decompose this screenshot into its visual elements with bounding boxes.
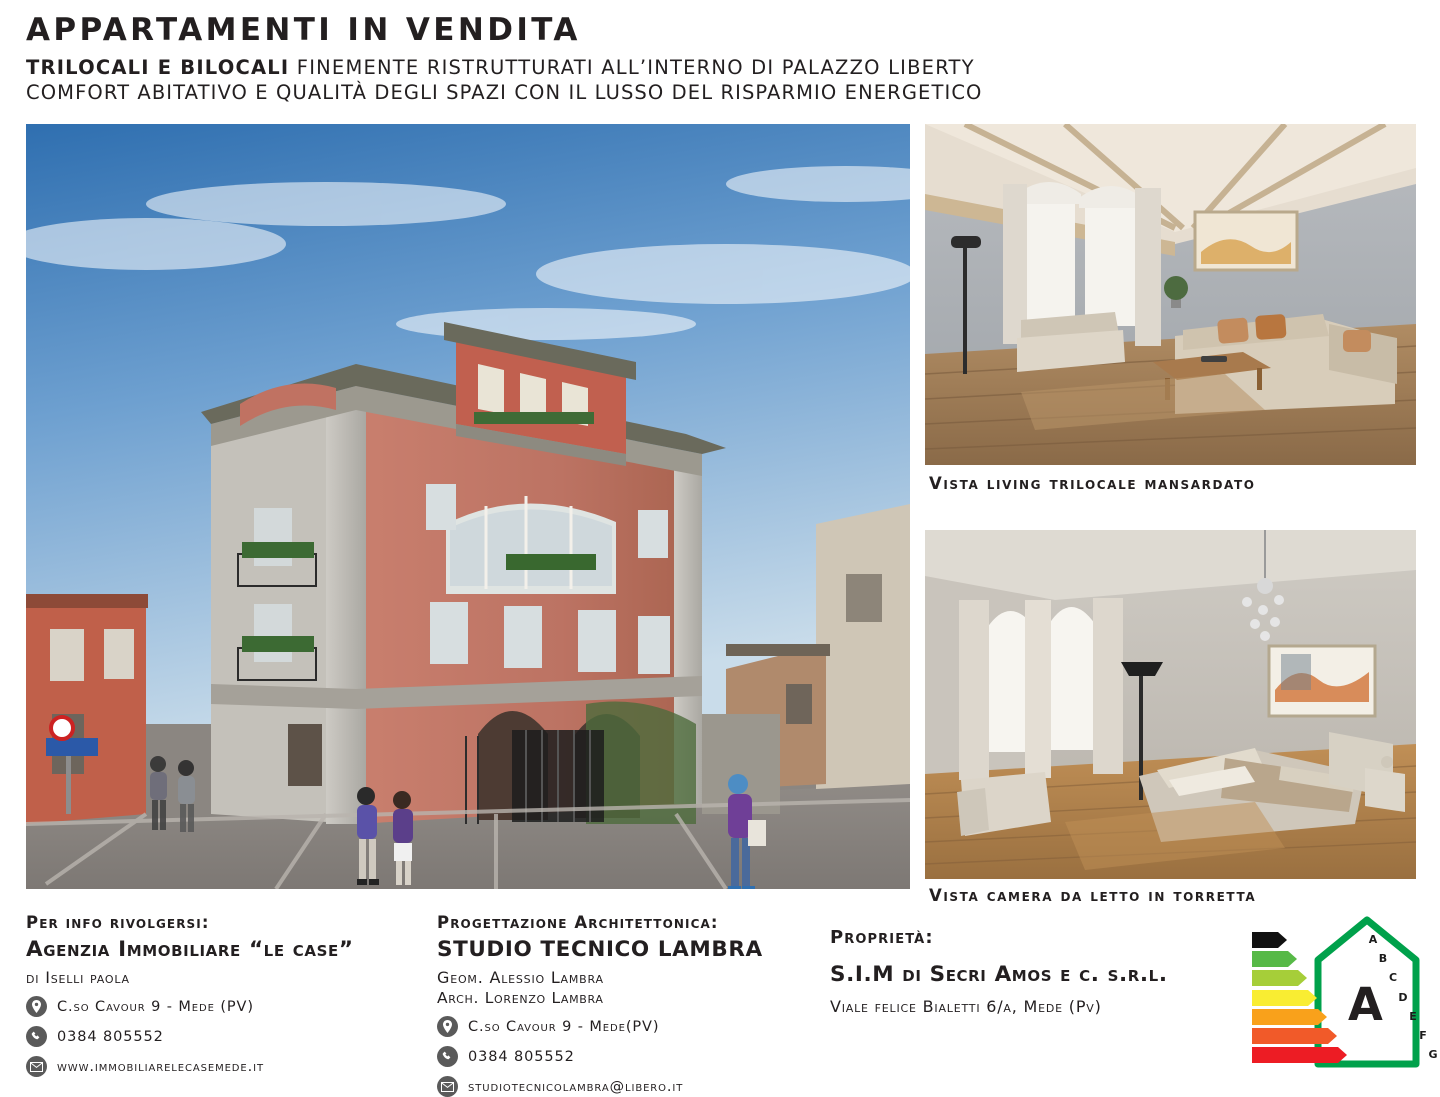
energy-bar-label: E bbox=[1409, 1009, 1417, 1023]
energy-class-label bbox=[1252, 916, 1438, 1068]
agency-label: Per info rivolgersi: bbox=[26, 913, 210, 932]
energy-bar-label: D bbox=[1398, 990, 1408, 1004]
studio-name: STUDIO TECNICO LAMBRA bbox=[437, 937, 763, 962]
phone-icon bbox=[437, 1046, 458, 1067]
agency-web-row bbox=[26, 1056, 406, 1077]
studio-email[interactable]: studiotecnicolambra@libero.it bbox=[468, 1078, 684, 1095]
agency-owner: di Iselli paola bbox=[26, 968, 130, 987]
energy-bar-d bbox=[1252, 990, 1408, 1006]
energy-bar-f bbox=[1252, 1028, 1427, 1044]
envelope-icon bbox=[26, 1056, 47, 1077]
exterior-render-image bbox=[26, 124, 910, 889]
energy-bar-a bbox=[1252, 932, 1378, 948]
owner-address: Viale felice Bialetti 6/a, Mede (Pv) bbox=[830, 997, 1102, 1016]
phone-icon bbox=[26, 1026, 47, 1047]
envelope-icon bbox=[437, 1076, 458, 1097]
energy-grade: A bbox=[1348, 978, 1383, 1031]
energy-bar-label: G bbox=[1428, 1048, 1438, 1062]
agency-block bbox=[26, 913, 406, 1077]
agency-phone: 0384 805552 bbox=[57, 1028, 164, 1045]
studio-phone-row bbox=[437, 1046, 817, 1067]
owner-block bbox=[830, 927, 1250, 1016]
caption-bedroom: Vista camera da letto in torretta bbox=[929, 886, 1257, 905]
owner-label: Proprietà: bbox=[830, 927, 934, 948]
caption-living: Vista living trilocale mansardato bbox=[929, 474, 1256, 493]
owner-name: S.I.M di Secri Amos e c. s.r.l. bbox=[830, 962, 1168, 987]
map-pin-icon bbox=[437, 1016, 458, 1037]
footer bbox=[0, 905, 1440, 1095]
subtitle-rest: FINEMENTE RISTRUTTURATI ALL’INTERNO DI PALAZZO LIBERTY bbox=[296, 55, 975, 79]
energy-bar-g bbox=[1252, 1047, 1438, 1063]
studio-person-1: Geom. Alessio Lambra bbox=[437, 968, 604, 987]
studio-label: Progettazione Architettonica: bbox=[437, 913, 719, 932]
studio-address: C.so Cavour 9 - Mede(PV) bbox=[468, 1018, 660, 1035]
map-pin-icon bbox=[26, 996, 47, 1017]
header bbox=[26, 14, 1416, 104]
agency-address-row bbox=[26, 996, 406, 1017]
agency-address: C.so Cavour 9 - Mede (PV) bbox=[57, 998, 254, 1015]
page-title: APPARTAMENTI IN VENDITA bbox=[26, 12, 581, 48]
bedroom-render-image bbox=[925, 530, 1416, 879]
studio-person-2: Arch. Lorenzo Lambra bbox=[437, 989, 604, 1007]
studio-phone: 0384 805552 bbox=[468, 1048, 575, 1065]
agency-website[interactable]: www.immobiliarelecasemede.it bbox=[57, 1058, 264, 1075]
agency-phone-row bbox=[26, 1026, 406, 1047]
energy-bar-label: B bbox=[1378, 952, 1388, 966]
studio-block bbox=[437, 913, 817, 1097]
energy-bars bbox=[1252, 932, 1438, 1066]
studio-address-row bbox=[437, 1016, 817, 1037]
subtitle-line-2: COMFORT ABITATIVO E QUALITÀ DEGLI SPAZI CON IL LUSSO DEL RISPARMIO ENERGETICO bbox=[26, 81, 983, 105]
energy-bar-c bbox=[1252, 970, 1398, 986]
energy-bar-e bbox=[1252, 1009, 1417, 1025]
energy-bar-label: F bbox=[1419, 1028, 1427, 1042]
studio-email-row bbox=[437, 1076, 817, 1097]
agency-name: Agenzia Immobiliare “le case” bbox=[26, 937, 354, 962]
energy-bar-label: C bbox=[1388, 971, 1398, 985]
living-room-render-image bbox=[925, 124, 1416, 465]
energy-bar-b bbox=[1252, 951, 1388, 967]
energy-bar-label: A bbox=[1368, 933, 1378, 946]
subtitle-bold: TRILOCALI E BILOCALI bbox=[26, 55, 290, 79]
subtitle-line-1 bbox=[26, 56, 1416, 80]
